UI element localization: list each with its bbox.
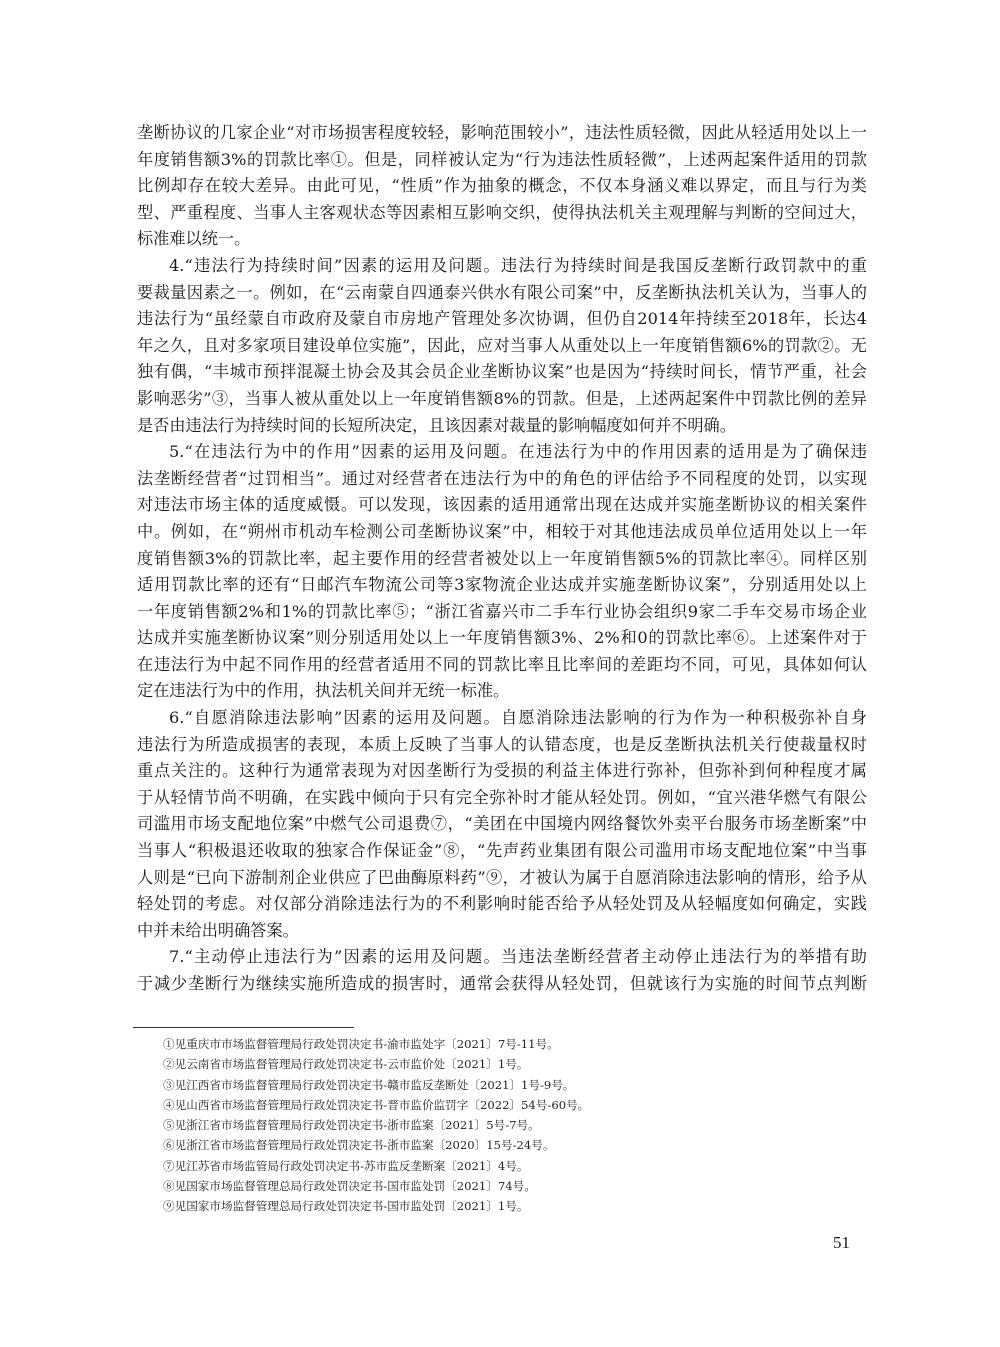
body-line: 4.“违法行为持续时间”因素的运用及问题。违法行为持续时间是我国反垄断行政罚款中的重 [169, 255, 867, 275]
body-line: 违法行为所造成损害的表现，本质上反映了当事人的认错态度，也是反垄断执法机关行使裁量权时 [137, 734, 867, 754]
footnotes [163, 1034, 589, 1217]
footnote: ⑧见国家市场监督管理总局行政处罚决定书-国市监处罚〔2021〕74号。 [163, 1179, 536, 1194]
body-line: 标准难以统一。 [137, 229, 251, 249]
body-line: 违法行为“虽经蒙自市政府及蒙自市房地产管理处多次协调，但仍自2014年持续至2018年，长达4 [137, 309, 867, 329]
body-line: 定在违法行为中的作用，执法机关间并无统一标准。 [137, 681, 510, 701]
body-line: 影响恶劣”③，当事人被从重处以上一年度销售额8%的罚款。但是，上述两起案件中罚款比例的差异 [137, 388, 867, 408]
body-line: 中。例如，在“朔州市机动车检测公司垄断协议案”中，相较于对其他违法成员单位适用处以上一年 [137, 521, 867, 541]
body-line: 适用罚款比率的还有“日邮汽车物流公司等3家物流企业达成并实施垄断协议案”，分别适用处以上 [137, 575, 867, 595]
footnote: ③见江西省市场监督管理局行政处罚决定书-赣市监反垄断处〔2021〕1号-9号。 [163, 1077, 575, 1092]
page-number: 51 [833, 1233, 850, 1252]
body-line: 年之久，且对多家项目建设单位实施”，因此，应对当事人从重处以上一年度销售额6%的罚款②。无 [137, 335, 867, 355]
body-line: 比例却存在较大差异。由此可见，“性质”作为抽象的概念，不仅本身涵义难以界定，而且与行为类 [137, 176, 867, 196]
body-line: 法垄断经营者“过罚相当”。通过对经营者在违法行为中的角色的评估给予不同程度的处罚，以实现 [137, 468, 867, 488]
body-line: 一年度销售额2%和1%的罚款比率⑤；“浙江省嘉兴市二手车行业协会组织9家二手车交易市场企业 [137, 601, 867, 621]
body-line: 5.“在违法行为中的作用”因素的运用及问题。在违法行为中的作用因素的适用是为了确保违 [169, 442, 867, 462]
body-line: 年度销售额3%的罚款比率①。但是，同样被认定为“行为违法性质轻微”，上述两起案件适用的罚款 [137, 149, 867, 169]
footnote: ⑥见浙江省市场监督管理局行政处罚决定书-浙市监案〔2020〕15号-24号。 [163, 1138, 555, 1153]
body-line: 独有偶，“丰城市预拌混凝土协会及其会员企业垄断协议案”也是因为“持续时间长，情节严重，社会 [137, 362, 867, 382]
body-line: 重点关注的。这种行为通常表现为对因垄断行为受损的利益主体进行弥补，但弥补到何种程度才属 [137, 761, 867, 781]
body-line: 轻处罚的考虑。对仅部分消除违法行为的不利影响时能否给予从轻处罚及从轻幅度如何确定，实践 [137, 894, 867, 914]
body-line: 中并未给出明确答案。 [137, 920, 299, 940]
body-line: 是否由违法行为持续时间的长短所决定，且该因素对裁量的影响幅度如何并不明确。 [137, 415, 736, 435]
body-line: 度销售额3%的罚款比率，起主要作用的经营者被处以上一年度销售额5%的罚款比率④。同样区别 [137, 548, 867, 568]
footnote: ④见山西省市场监督管理局行政处罚决定书-晋市监价监罚字〔2022〕54号-60号。 [163, 1097, 590, 1112]
body-line: 当事人“积极退还收取的独家合作保证金”⑧，“先声药业集团有限公司滥用市场支配地位案”中当事 [137, 841, 867, 861]
footnote: ②见云南省市场监督管理局行政处罚决定书-云市监价处〔2021〕1号。 [163, 1057, 529, 1072]
body-line: 要裁量因素之一。例如，在“云南蒙自四通泰兴供水有限公司案”中，反垄断执法机关认为，当事人的 [137, 282, 867, 302]
body-line: 6.“自愿消除违法影响”因素的运用及问题。自愿消除违法影响的行为作为一种积极弥补自身 [169, 708, 867, 728]
footnote: ⑦见江苏省市场监管局行政处罚决定书-苏市监反垄断案〔2021〕4号。 [163, 1158, 529, 1173]
body-text [137, 120, 867, 998]
body-line: 对违法市场主体的适度威慑。可以发现，该因素的适用通常出现在达成并实施垄断协议的相关案件 [137, 495, 867, 515]
body-line: 7.“主动停止违法行为”因素的运用及问题。当违法垄断经营者主动停止违法行为的举措有助 [169, 947, 867, 967]
footnote: ⑤见浙江省市场监督管理局行政处罚决定书-浙市监案〔2021〕5号-7号。 [163, 1118, 540, 1133]
body-line: 达成并实施垄断协议案”则分别适用处以上一年度销售额3%、2%和0的罚款比率⑥。上述案件对于 [137, 628, 867, 648]
body-line: 型、严重程度、当事人主客观状态等因素相互影响交织，使得执法机关主观理解与判断的空间过大， [137, 202, 867, 222]
body-line: 在违法行为中起不同作用的经营者适用不同的罚款比率且比率间的差距均不同，可见，具体如何认 [137, 654, 867, 674]
footnote: ①见重庆市市场监督管理局行政处罚决定书-渝市监处字〔2021〕7号-11号。 [163, 1037, 559, 1051]
footnote: ⑨见国家市场监督管理总局行政处罚决定书-国市监处罚〔2021〕1号。 [163, 1199, 529, 1214]
body-line: 人则是“已向下游制剂企业供应了巴曲酶原料药”⑨，才被认为属于自愿消除违法影响的情形，给予从 [137, 867, 867, 887]
body-line: 于减少垄断行为继续实施所造成的损害时，通常会获得从轻处罚，但就该行为实施的时间节点判断 [137, 974, 867, 993]
footnote-divider [133, 1027, 354, 1028]
body-line: 垄断协议的几家企业“对市场损害程度较轻，影响范围较小”，违法性质轻微，因此从轻适用处以上一 [137, 123, 867, 142]
body-line: 司滥用市场支配地位案”中燃气公司退费⑦，“美团在中国境内网络餐饮外卖平台服务市场垄断案”中 [137, 814, 867, 834]
body-line: 于从轻情节尚不明确，在实践中倾向于只有完全弥补时才能从轻处罚。例如，“宜兴港华燃气有限公 [137, 787, 867, 807]
